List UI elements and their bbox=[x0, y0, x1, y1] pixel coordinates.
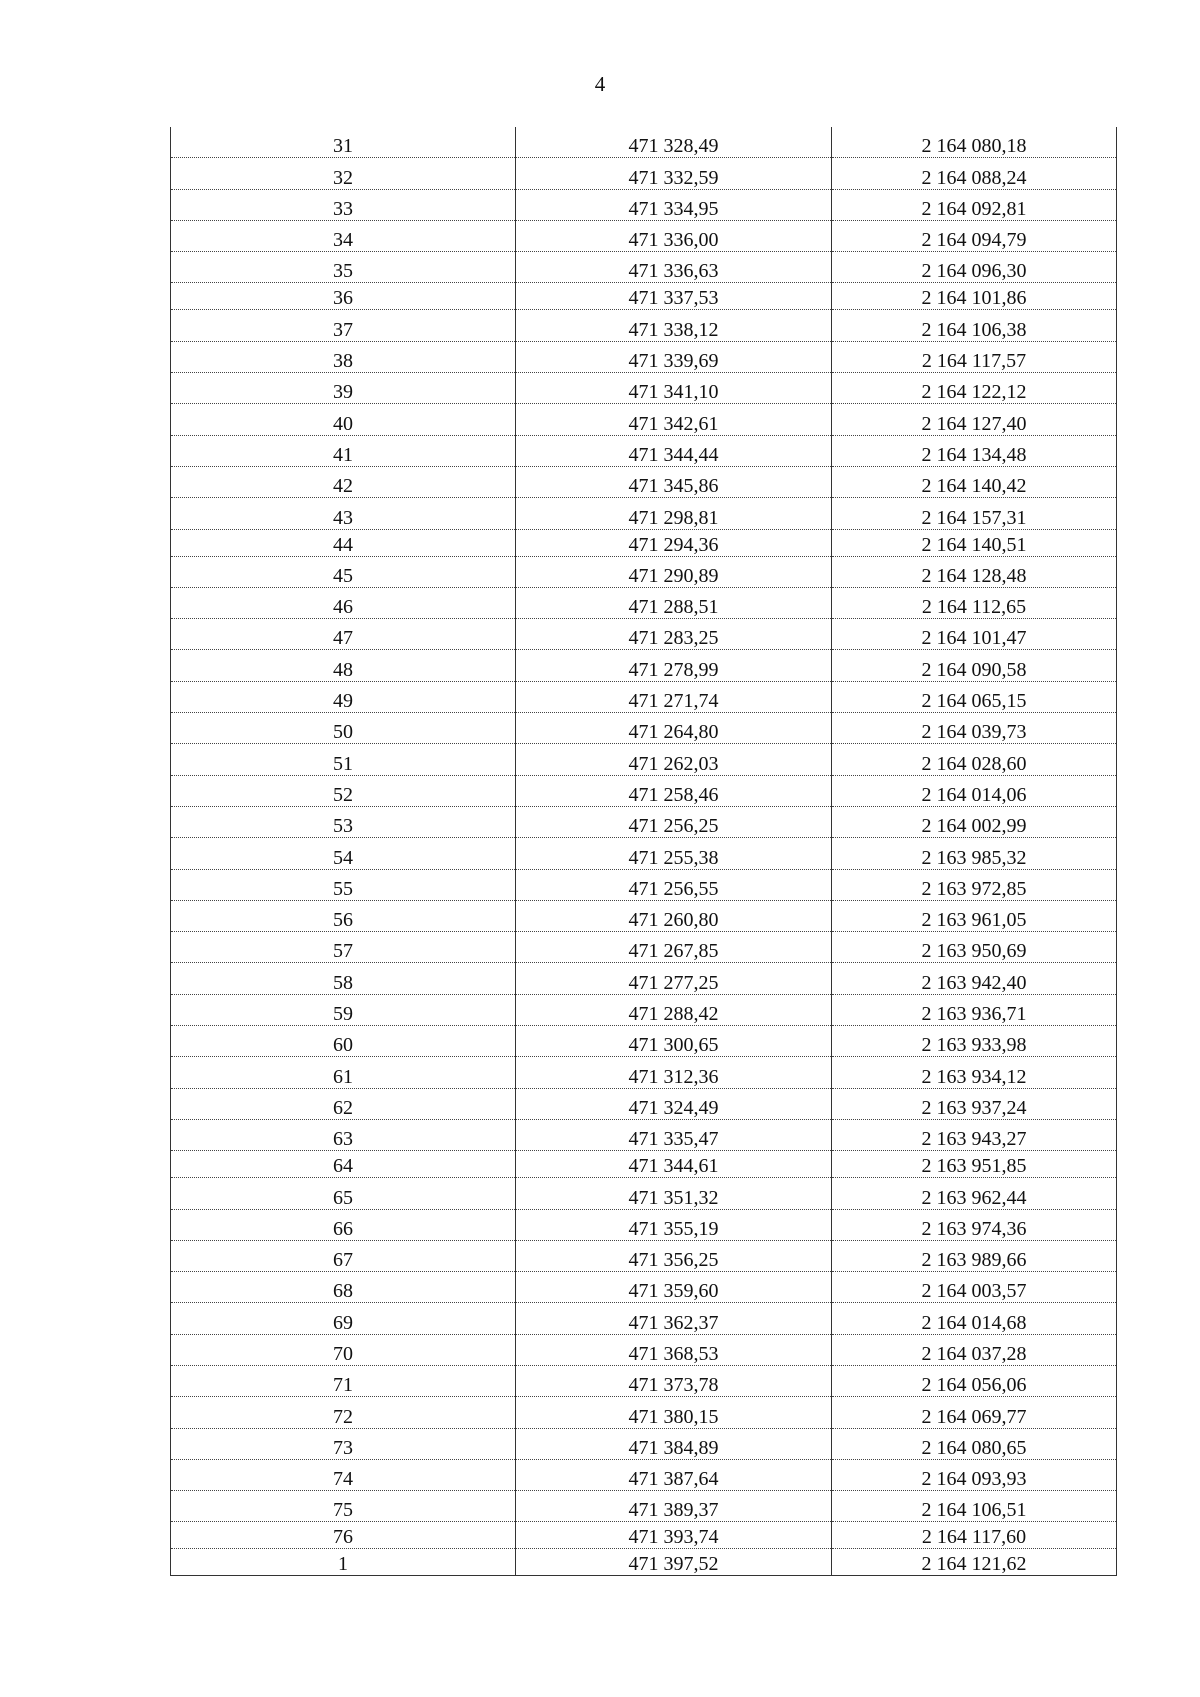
table-row bbox=[171, 744, 1117, 775]
x-coordinate-cell: 471 397,52 bbox=[516, 1549, 832, 1576]
x-coordinate-cell: 471 267,85 bbox=[516, 932, 832, 963]
table-row bbox=[171, 838, 1117, 869]
y-coordinate-cell: 2 164 002,99 bbox=[832, 806, 1117, 837]
point-number-cell: 53 bbox=[171, 806, 516, 837]
x-coordinate-cell: 471 393,74 bbox=[516, 1522, 832, 1549]
x-coordinate-cell: 471 324,49 bbox=[516, 1088, 832, 1119]
table-row bbox=[171, 681, 1117, 712]
point-number-cell: 51 bbox=[171, 744, 516, 775]
y-coordinate-cell: 2 164 112,65 bbox=[832, 587, 1117, 618]
y-coordinate-cell: 2 164 128,48 bbox=[832, 556, 1117, 587]
point-number-cell: 59 bbox=[171, 994, 516, 1025]
x-coordinate-cell: 471 339,69 bbox=[516, 341, 832, 372]
x-coordinate-cell: 471 328,49 bbox=[516, 127, 832, 158]
x-coordinate-cell: 471 271,74 bbox=[516, 681, 832, 712]
y-coordinate-cell: 2 164 117,57 bbox=[832, 341, 1117, 372]
x-coordinate-cell: 471 355,19 bbox=[516, 1209, 832, 1240]
point-number-cell: 38 bbox=[171, 341, 516, 372]
y-coordinate-cell: 2 163 951,85 bbox=[832, 1151, 1117, 1178]
table-row bbox=[171, 158, 1117, 189]
x-coordinate-cell: 471 389,37 bbox=[516, 1491, 832, 1522]
y-coordinate-cell: 2 164 134,48 bbox=[832, 435, 1117, 466]
point-number-cell: 71 bbox=[171, 1365, 516, 1396]
point-number-cell: 66 bbox=[171, 1209, 516, 1240]
point-number-cell: 46 bbox=[171, 587, 516, 618]
y-coordinate-cell: 2 164 096,30 bbox=[832, 252, 1117, 283]
x-coordinate-cell: 471 294,36 bbox=[516, 529, 832, 556]
point-number-cell: 61 bbox=[171, 1057, 516, 1088]
x-coordinate-cell: 471 298,81 bbox=[516, 498, 832, 529]
y-coordinate-cell: 2 163 985,32 bbox=[832, 838, 1117, 869]
x-coordinate-cell: 471 290,89 bbox=[516, 556, 832, 587]
point-number-cell: 58 bbox=[171, 963, 516, 994]
table-row bbox=[171, 619, 1117, 650]
y-coordinate-cell: 2 164 092,81 bbox=[832, 189, 1117, 220]
table-row bbox=[171, 283, 1117, 310]
point-number-cell: 74 bbox=[171, 1459, 516, 1490]
y-coordinate-cell: 2 164 106,38 bbox=[832, 310, 1117, 341]
point-number-cell: 76 bbox=[171, 1522, 516, 1549]
table-row bbox=[171, 1272, 1117, 1303]
table-row bbox=[171, 404, 1117, 435]
point-number-cell: 35 bbox=[171, 252, 516, 283]
y-coordinate-cell: 2 163 943,27 bbox=[832, 1119, 1117, 1150]
point-number-cell: 31 bbox=[171, 127, 516, 158]
table-row bbox=[171, 1303, 1117, 1334]
y-coordinate-cell: 2 164 101,86 bbox=[832, 283, 1117, 310]
point-number-cell: 57 bbox=[171, 932, 516, 963]
y-coordinate-cell: 2 164 101,47 bbox=[832, 619, 1117, 650]
table-row bbox=[171, 963, 1117, 994]
y-coordinate-cell: 2 164 069,77 bbox=[832, 1397, 1117, 1428]
table-row bbox=[171, 869, 1117, 900]
point-number-cell: 40 bbox=[171, 404, 516, 435]
x-coordinate-cell: 471 338,12 bbox=[516, 310, 832, 341]
y-coordinate-cell: 2 163 962,44 bbox=[832, 1178, 1117, 1209]
point-number-cell: 34 bbox=[171, 220, 516, 251]
table-row bbox=[171, 650, 1117, 681]
table-row bbox=[171, 1397, 1117, 1428]
y-coordinate-cell: 2 164 056,06 bbox=[832, 1365, 1117, 1396]
point-number-cell: 48 bbox=[171, 650, 516, 681]
x-coordinate-cell: 471 359,60 bbox=[516, 1272, 832, 1303]
y-coordinate-cell: 2 164 140,42 bbox=[832, 466, 1117, 497]
y-coordinate-cell: 2 164 106,51 bbox=[832, 1491, 1117, 1522]
x-coordinate-cell: 471 345,86 bbox=[516, 466, 832, 497]
table-row bbox=[171, 529, 1117, 556]
table-row bbox=[171, 1178, 1117, 1209]
y-coordinate-cell: 2 164 037,28 bbox=[832, 1334, 1117, 1365]
point-number-cell: 68 bbox=[171, 1272, 516, 1303]
point-number-cell: 36 bbox=[171, 283, 516, 310]
table-row bbox=[171, 1522, 1117, 1549]
y-coordinate-cell: 2 164 039,73 bbox=[832, 713, 1117, 744]
coordinates-table bbox=[170, 127, 1117, 1576]
x-coordinate-cell: 471 256,25 bbox=[516, 806, 832, 837]
table-row bbox=[171, 1549, 1117, 1576]
y-coordinate-cell: 2 164 028,60 bbox=[832, 744, 1117, 775]
point-number-cell: 70 bbox=[171, 1334, 516, 1365]
table-row bbox=[171, 932, 1117, 963]
page-number: 4 bbox=[594, 72, 606, 96]
x-coordinate-cell: 471 278,99 bbox=[516, 650, 832, 681]
x-coordinate-cell: 471 262,03 bbox=[516, 744, 832, 775]
x-coordinate-cell: 471 344,44 bbox=[516, 435, 832, 466]
y-coordinate-cell: 2 163 934,12 bbox=[832, 1057, 1117, 1088]
point-number-cell: 62 bbox=[171, 1088, 516, 1119]
point-number-cell: 60 bbox=[171, 1026, 516, 1057]
y-coordinate-cell: 2 163 942,40 bbox=[832, 963, 1117, 994]
x-coordinate-cell: 471 341,10 bbox=[516, 373, 832, 404]
x-coordinate-cell: 471 368,53 bbox=[516, 1334, 832, 1365]
table-row bbox=[171, 1119, 1117, 1150]
y-coordinate-cell: 2 163 950,69 bbox=[832, 932, 1117, 963]
table-row bbox=[171, 1088, 1117, 1119]
point-number-cell: 45 bbox=[171, 556, 516, 587]
coordinates-table-body bbox=[171, 127, 1117, 1576]
point-number-cell: 1 bbox=[171, 1549, 516, 1576]
y-coordinate-cell: 2 163 989,66 bbox=[832, 1240, 1117, 1271]
point-number-cell: 52 bbox=[171, 775, 516, 806]
table-row bbox=[171, 1026, 1117, 1057]
x-coordinate-cell: 471 277,25 bbox=[516, 963, 832, 994]
table-row bbox=[171, 341, 1117, 372]
table-row bbox=[171, 1057, 1117, 1088]
table-row bbox=[171, 1240, 1117, 1271]
table-row bbox=[171, 806, 1117, 837]
point-number-cell: 47 bbox=[171, 619, 516, 650]
x-coordinate-cell: 471 256,55 bbox=[516, 869, 832, 900]
x-coordinate-cell: 471 288,51 bbox=[516, 587, 832, 618]
y-coordinate-cell: 2 163 937,24 bbox=[832, 1088, 1117, 1119]
y-coordinate-cell: 2 163 972,85 bbox=[832, 869, 1117, 900]
x-coordinate-cell: 471 312,36 bbox=[516, 1057, 832, 1088]
x-coordinate-cell: 471 387,64 bbox=[516, 1459, 832, 1490]
table-row bbox=[171, 252, 1117, 283]
y-coordinate-cell: 2 163 961,05 bbox=[832, 900, 1117, 931]
y-coordinate-cell: 2 164 090,58 bbox=[832, 650, 1117, 681]
point-number-cell: 72 bbox=[171, 1397, 516, 1428]
table-row bbox=[171, 220, 1117, 251]
y-coordinate-cell: 2 164 080,65 bbox=[832, 1428, 1117, 1459]
point-number-cell: 64 bbox=[171, 1151, 516, 1178]
point-number-cell: 32 bbox=[171, 158, 516, 189]
y-coordinate-cell: 2 163 974,36 bbox=[832, 1209, 1117, 1240]
y-coordinate-cell: 2 164 065,15 bbox=[832, 681, 1117, 712]
table-row bbox=[171, 1334, 1117, 1365]
point-number-cell: 75 bbox=[171, 1491, 516, 1522]
table-row bbox=[171, 466, 1117, 497]
table-row bbox=[171, 556, 1117, 587]
y-coordinate-cell: 2 164 140,51 bbox=[832, 529, 1117, 556]
y-coordinate-cell: 2 164 117,60 bbox=[832, 1522, 1117, 1549]
point-number-cell: 65 bbox=[171, 1178, 516, 1209]
x-coordinate-cell: 471 283,25 bbox=[516, 619, 832, 650]
table-row bbox=[171, 713, 1117, 744]
table-row bbox=[171, 435, 1117, 466]
point-number-cell: 63 bbox=[171, 1119, 516, 1150]
y-coordinate-cell: 2 163 936,71 bbox=[832, 994, 1117, 1025]
table-row bbox=[171, 1209, 1117, 1240]
x-coordinate-cell: 471 300,65 bbox=[516, 1026, 832, 1057]
x-coordinate-cell: 471 288,42 bbox=[516, 994, 832, 1025]
point-number-cell: 69 bbox=[171, 1303, 516, 1334]
y-coordinate-cell: 2 164 088,24 bbox=[832, 158, 1117, 189]
point-number-cell: 44 bbox=[171, 529, 516, 556]
y-coordinate-cell: 2 164 003,57 bbox=[832, 1272, 1117, 1303]
point-number-cell: 56 bbox=[171, 900, 516, 931]
x-coordinate-cell: 471 351,32 bbox=[516, 1178, 832, 1209]
x-coordinate-cell: 471 334,95 bbox=[516, 189, 832, 220]
point-number-cell: 55 bbox=[171, 869, 516, 900]
x-coordinate-cell: 471 337,53 bbox=[516, 283, 832, 310]
y-coordinate-cell: 2 163 933,98 bbox=[832, 1026, 1117, 1057]
y-coordinate-cell: 2 164 122,12 bbox=[832, 373, 1117, 404]
point-number-cell: 39 bbox=[171, 373, 516, 404]
table-row bbox=[171, 994, 1117, 1025]
x-coordinate-cell: 471 362,37 bbox=[516, 1303, 832, 1334]
y-coordinate-cell: 2 164 127,40 bbox=[832, 404, 1117, 435]
point-number-cell: 67 bbox=[171, 1240, 516, 1271]
table-row bbox=[171, 373, 1117, 404]
y-coordinate-cell: 2 164 094,79 bbox=[832, 220, 1117, 251]
x-coordinate-cell: 471 255,38 bbox=[516, 838, 832, 869]
table-row bbox=[171, 900, 1117, 931]
table-row bbox=[171, 587, 1117, 618]
x-coordinate-cell: 471 342,61 bbox=[516, 404, 832, 435]
x-coordinate-cell: 471 384,89 bbox=[516, 1428, 832, 1459]
x-coordinate-cell: 471 258,46 bbox=[516, 775, 832, 806]
table-row bbox=[171, 1365, 1117, 1396]
y-coordinate-cell: 2 164 014,68 bbox=[832, 1303, 1117, 1334]
point-number-cell: 37 bbox=[171, 310, 516, 341]
x-coordinate-cell: 471 336,00 bbox=[516, 220, 832, 251]
x-coordinate-cell: 471 356,25 bbox=[516, 1240, 832, 1271]
x-coordinate-cell: 471 332,59 bbox=[516, 158, 832, 189]
point-number-cell: 73 bbox=[171, 1428, 516, 1459]
x-coordinate-cell: 471 373,78 bbox=[516, 1365, 832, 1396]
point-number-cell: 41 bbox=[171, 435, 516, 466]
point-number-cell: 50 bbox=[171, 713, 516, 744]
table-row bbox=[171, 498, 1117, 529]
point-number-cell: 33 bbox=[171, 189, 516, 220]
table-row bbox=[171, 127, 1117, 158]
x-coordinate-cell: 471 336,63 bbox=[516, 252, 832, 283]
table-row bbox=[171, 1151, 1117, 1178]
y-coordinate-cell: 2 164 121,62 bbox=[832, 1549, 1117, 1576]
table-row bbox=[171, 1491, 1117, 1522]
point-number-cell: 43 bbox=[171, 498, 516, 529]
y-coordinate-cell: 2 164 014,06 bbox=[832, 775, 1117, 806]
x-coordinate-cell: 471 335,47 bbox=[516, 1119, 832, 1150]
x-coordinate-cell: 471 380,15 bbox=[516, 1397, 832, 1428]
table-row bbox=[171, 775, 1117, 806]
x-coordinate-cell: 471 344,61 bbox=[516, 1151, 832, 1178]
table-row bbox=[171, 1459, 1117, 1490]
y-coordinate-cell: 2 164 093,93 bbox=[832, 1459, 1117, 1490]
table-row bbox=[171, 1428, 1117, 1459]
y-coordinate-cell: 2 164 080,18 bbox=[832, 127, 1117, 158]
point-number-cell: 54 bbox=[171, 838, 516, 869]
table-row bbox=[171, 310, 1117, 341]
point-number-cell: 49 bbox=[171, 681, 516, 712]
x-coordinate-cell: 471 264,80 bbox=[516, 713, 832, 744]
x-coordinate-cell: 471 260,80 bbox=[516, 900, 832, 931]
y-coordinate-cell: 2 164 157,31 bbox=[832, 498, 1117, 529]
table-row bbox=[171, 189, 1117, 220]
point-number-cell: 42 bbox=[171, 466, 516, 497]
